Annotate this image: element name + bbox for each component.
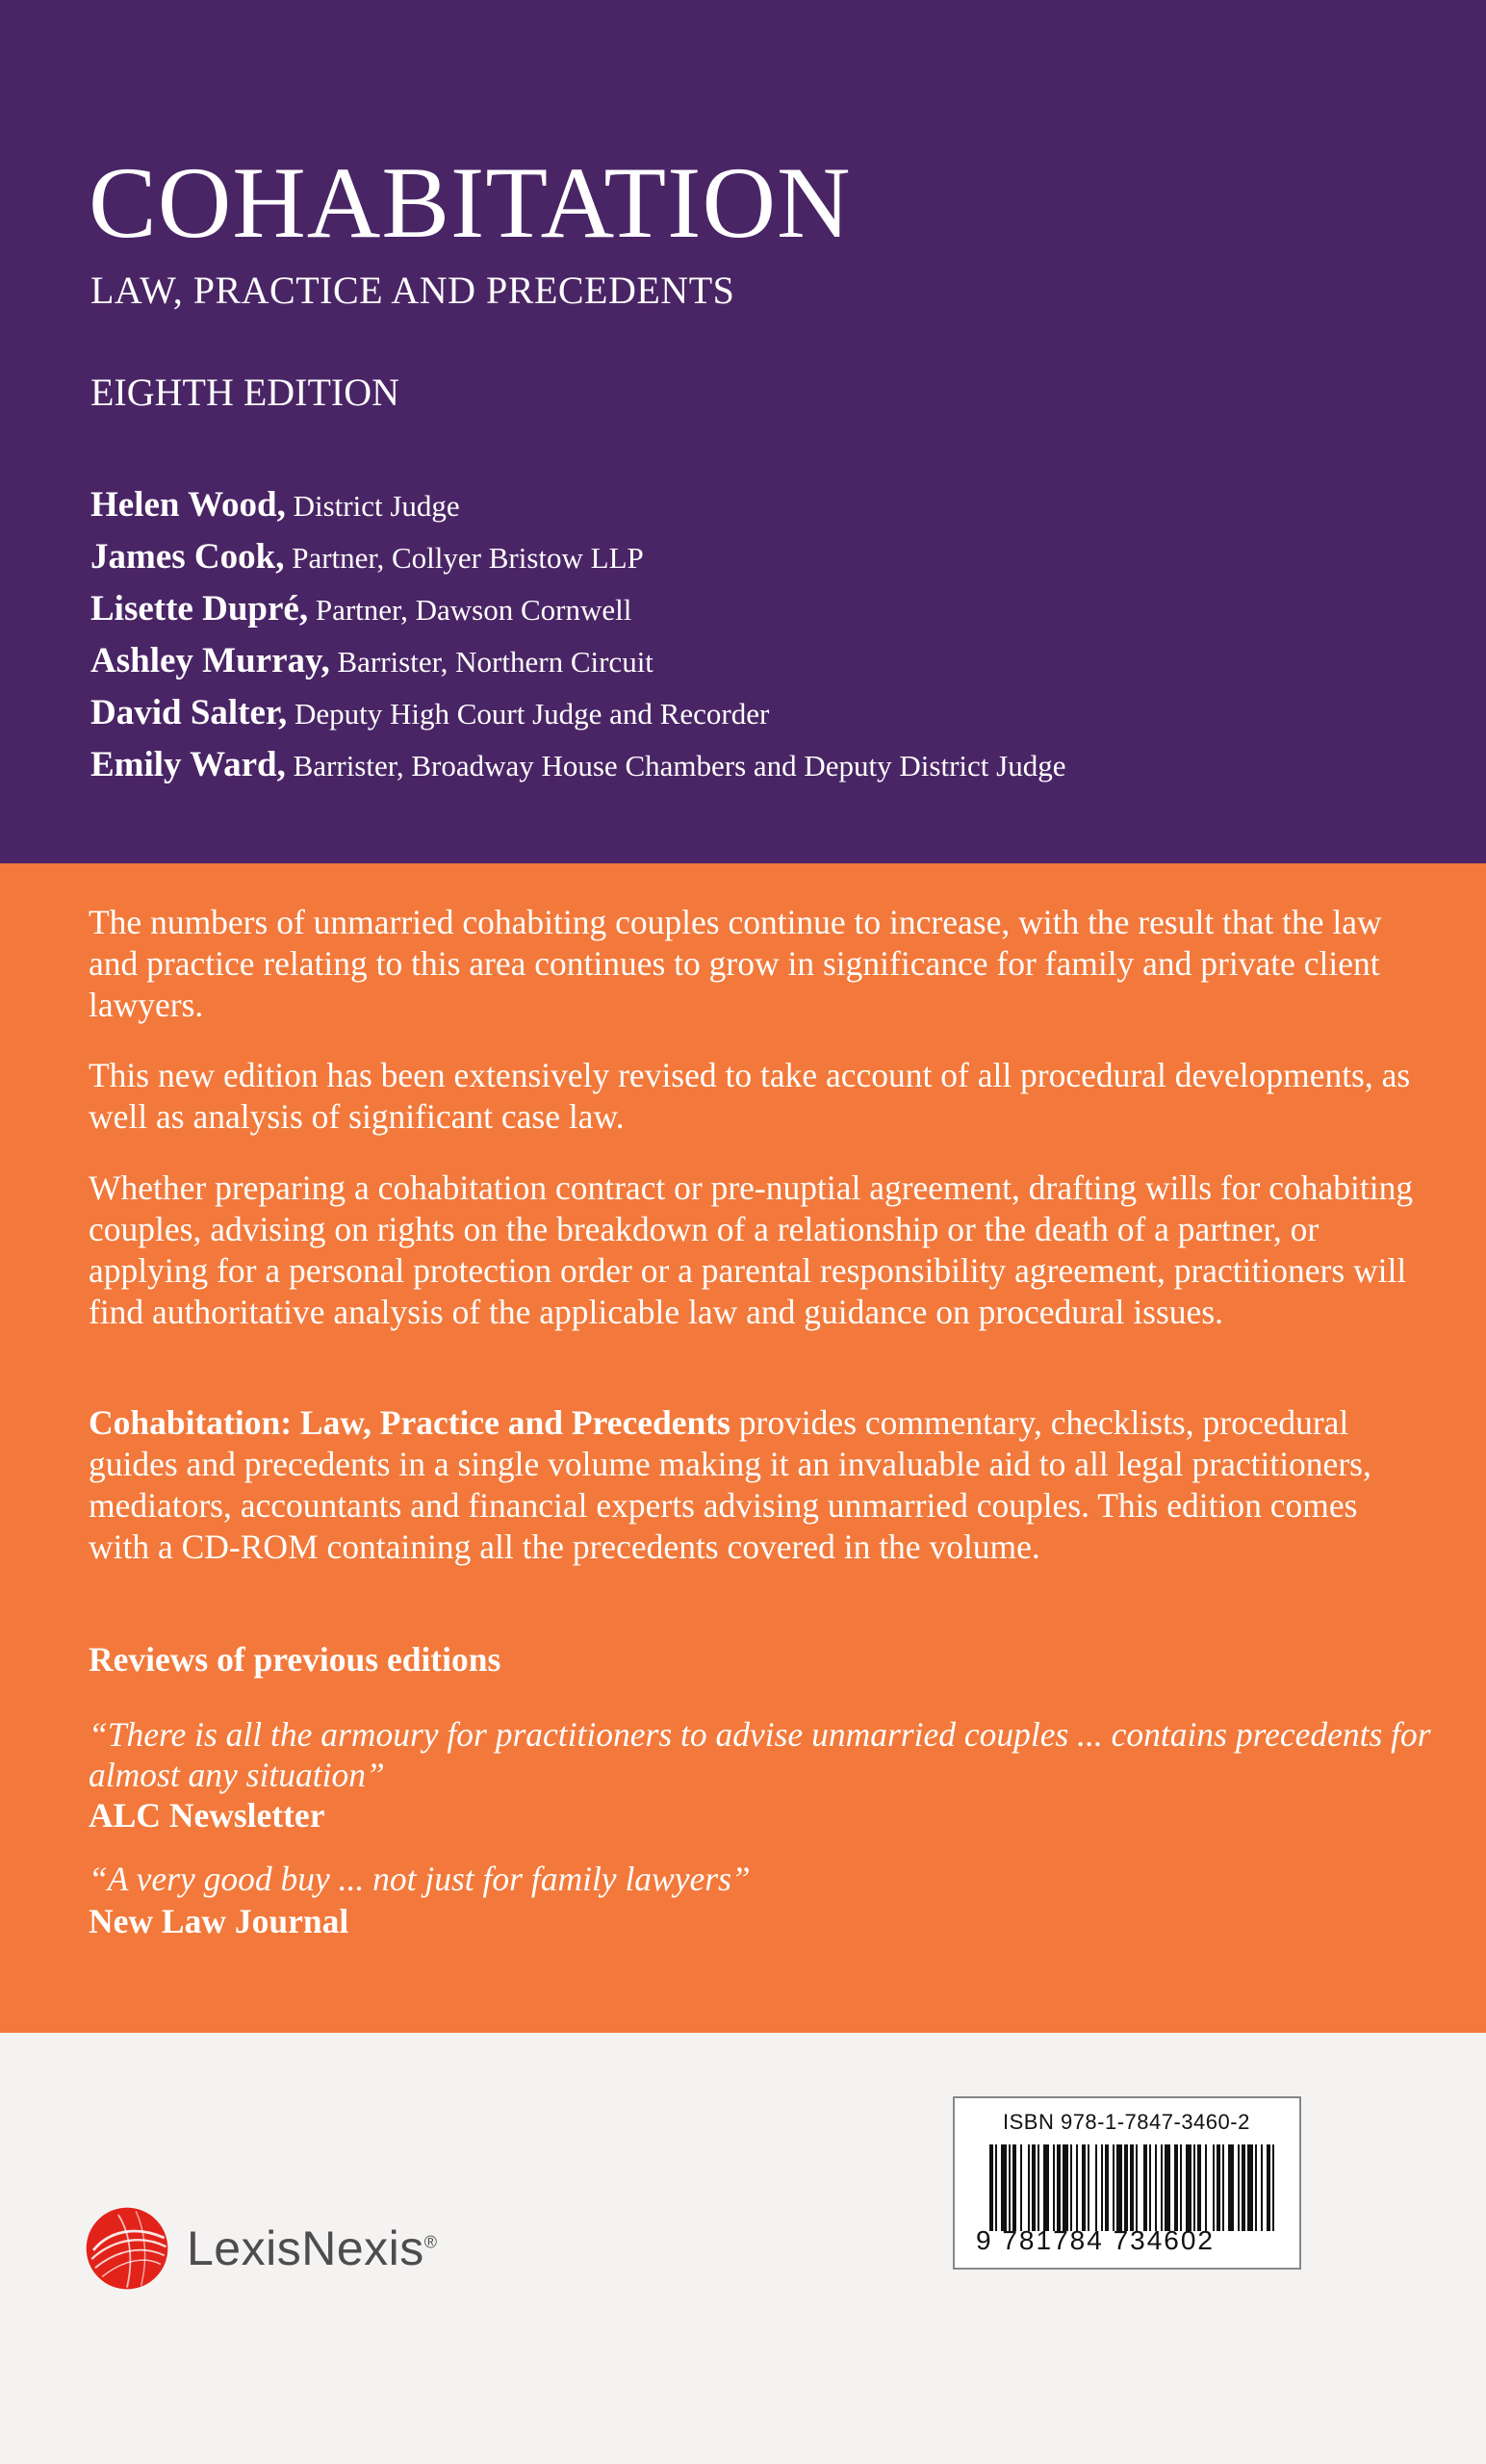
book-title-inline: Cohabitation: Law, Practice and Precedents	[89, 1403, 730, 1442]
footer	[0, 2033, 1486, 2464]
blurb-text: provides commentary, checklists, procedural guides and precedents in a single volume making it an invaluable aid to all legal practitioners, mediators, accountants and financial experts advising unmarried couples. This edition comes with a CD-ROM containing all the precedents covered in the volume.	[89, 1403, 1371, 1566]
author-item	[90, 484, 1065, 536]
publisher-logo	[83, 2204, 438, 2293]
reviews-heading: Reviews of previous editions	[89, 1640, 501, 1679]
barcode-bars-icon	[989, 2144, 1278, 2231]
blurb-paragraph: Whether preparing a cohabitation contract or pre-nuptial agreement, drafting wills for cohabiting couples, advising on rights on the breakdown of a relationship or the death of a partner, or applying for a personal protection order or a parental responsibility agreement, practitioners will find authoritative analysis of the applicable law and guidance on procedural issues.	[89, 1168, 1414, 1331]
review-quote: “There is all the armoury for practitioners to advise unmarried couples ... contains precedents for almost any situation”	[89, 1715, 1431, 1794]
author-name: Lisette Dupré,	[90, 589, 309, 629]
blurb-paragraph: This new edition has been extensively revised to take account of all procedural developments, as well as analysis of significant case law.	[89, 1056, 1411, 1136]
author-role: Partner, Dawson Cornwell	[315, 593, 632, 627]
review-source: New Law Journal	[89, 1902, 349, 1940]
review-quote: “A very good buy ... not just for family lawyers”	[89, 1860, 751, 1898]
blurb-paragraph: The numbers of unmarried cohabiting couples continue to increase, with the result that the law and practice relating to this area continues to grow in significance for family and private client lawyers.	[89, 903, 1382, 1024]
author-item	[90, 692, 1065, 744]
lexisnexis-sphere-logo-icon	[83, 2204, 171, 2293]
author-name: James Cook,	[90, 537, 285, 577]
author-name: Emily Ward,	[90, 745, 286, 784]
publisher-name: LexisNexis®	[187, 2221, 438, 2275]
book-subtitle: LAW, PRACTICE AND PRECEDENTS	[90, 269, 735, 312]
isbn-label: ISBN 978-1-7847-3460-2	[1003, 2110, 1250, 2134]
author-item	[90, 744, 1065, 796]
author-item	[90, 640, 1065, 692]
author-name: David Salter,	[90, 693, 288, 732]
blurb-paragraph	[89, 1402, 1417, 1568]
isbn-barcode	[953, 2096, 1301, 2270]
author-role: Deputy High Court Judge and Recorder	[294, 697, 770, 731]
barcode-digits: 9 781784 734602	[976, 2225, 1215, 2255]
author-role: District Judge	[293, 489, 460, 523]
edition-label: EIGHTH EDITION	[90, 371, 400, 414]
author-name: Helen Wood,	[90, 485, 286, 525]
description-band	[0, 863, 1486, 2033]
author-role: Barrister, Broadway House Chambers and Deputy District Judge	[293, 749, 1066, 783]
book-title: COHABITATION	[89, 146, 852, 259]
author-name: Ashley Murray,	[90, 641, 330, 680]
review-source: ALC Newsletter	[89, 1796, 325, 1835]
header-band	[0, 0, 1486, 863]
author-list	[90, 484, 1065, 796]
author-item	[90, 588, 1065, 640]
author-role: Barrister, Northern Circuit	[337, 645, 653, 679]
author-item	[90, 536, 1065, 588]
author-role: Partner, Collyer Bristow LLP	[292, 541, 644, 575]
